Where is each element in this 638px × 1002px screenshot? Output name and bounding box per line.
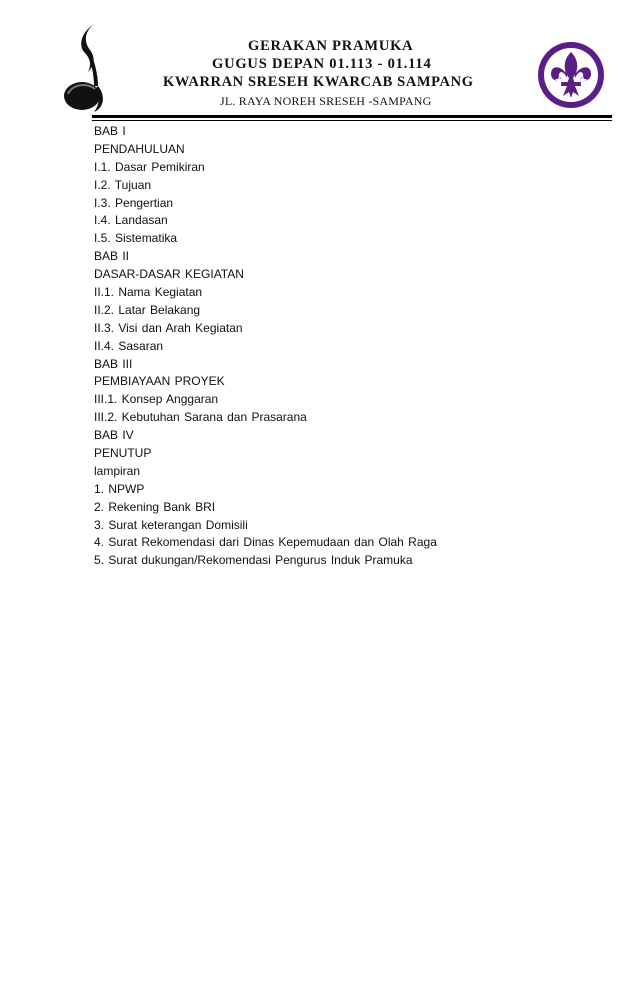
address: JL. RAYA NOREH SRESEH -SAMPANG	[220, 94, 432, 108]
toc-item: I.5. Sistematika	[94, 231, 178, 246]
toc-item: PENDAHULUAN	[94, 141, 185, 156]
toc-item: I.3. Pengertian	[94, 195, 174, 210]
toc-item: III.2. Kebutuhan Sarana dan Prasarana	[94, 410, 307, 425]
header-rule	[92, 115, 612, 118]
toc-item: BAB III	[94, 356, 133, 371]
toc-item: I.4. Landasan	[94, 213, 168, 228]
toc-item: III.1. Konsep Anggaran	[94, 392, 219, 407]
group-name: GUGUS DEPAN 01.113 - 01.114	[212, 56, 432, 72]
toc-item: DASAR-DASAR KEGIATAN	[94, 267, 244, 282]
toc-item: I.1. Dasar Pemikiran	[94, 159, 205, 174]
org-name: GERAKAN PRAMUKA	[248, 38, 414, 54]
tunas-kelapa-icon	[58, 20, 118, 116]
toc-item: II.2. Latar Belakang	[94, 302, 201, 317]
header-rule-thin	[92, 120, 612, 121]
toc-item: 5. Surat dukungan/Rekomendasi Pengurus Induk Pramuka	[94, 553, 413, 568]
letterhead	[0, 0, 638, 120]
toc-item: PENUTUP	[94, 446, 152, 461]
toc-item: 1. NPWP	[94, 481, 145, 496]
toc-item: 3. Surat keterangan Domisili	[94, 517, 248, 532]
toc-item: BAB IV	[94, 428, 134, 443]
toc-item: II.4. Sasaran	[94, 338, 164, 353]
toc-item: II.3. Visi dan Arah Kegiatan	[94, 320, 243, 335]
table-of-contents	[94, 123, 437, 570]
fleur-de-lis-icon	[531, 40, 611, 110]
toc-item: PEMBIAYAAN PROYEK	[94, 374, 225, 389]
toc-item: 4. Surat Rekomendasi dari Dinas Kepemudaan dan Olah Raga	[94, 535, 437, 550]
toc-item: II.1. Nama Kegiatan	[94, 285, 203, 300]
toc-item: BAB I	[94, 124, 126, 138]
toc-item: lampiran	[94, 463, 141, 478]
toc-item: 2. Rekening Bank BRI	[94, 499, 216, 514]
toc-item: BAB II	[94, 249, 130, 264]
region-name: KWARRAN SRESEH KWARCAB SAMPANG	[163, 74, 474, 90]
toc-item: I.2. Tujuan	[94, 177, 152, 192]
